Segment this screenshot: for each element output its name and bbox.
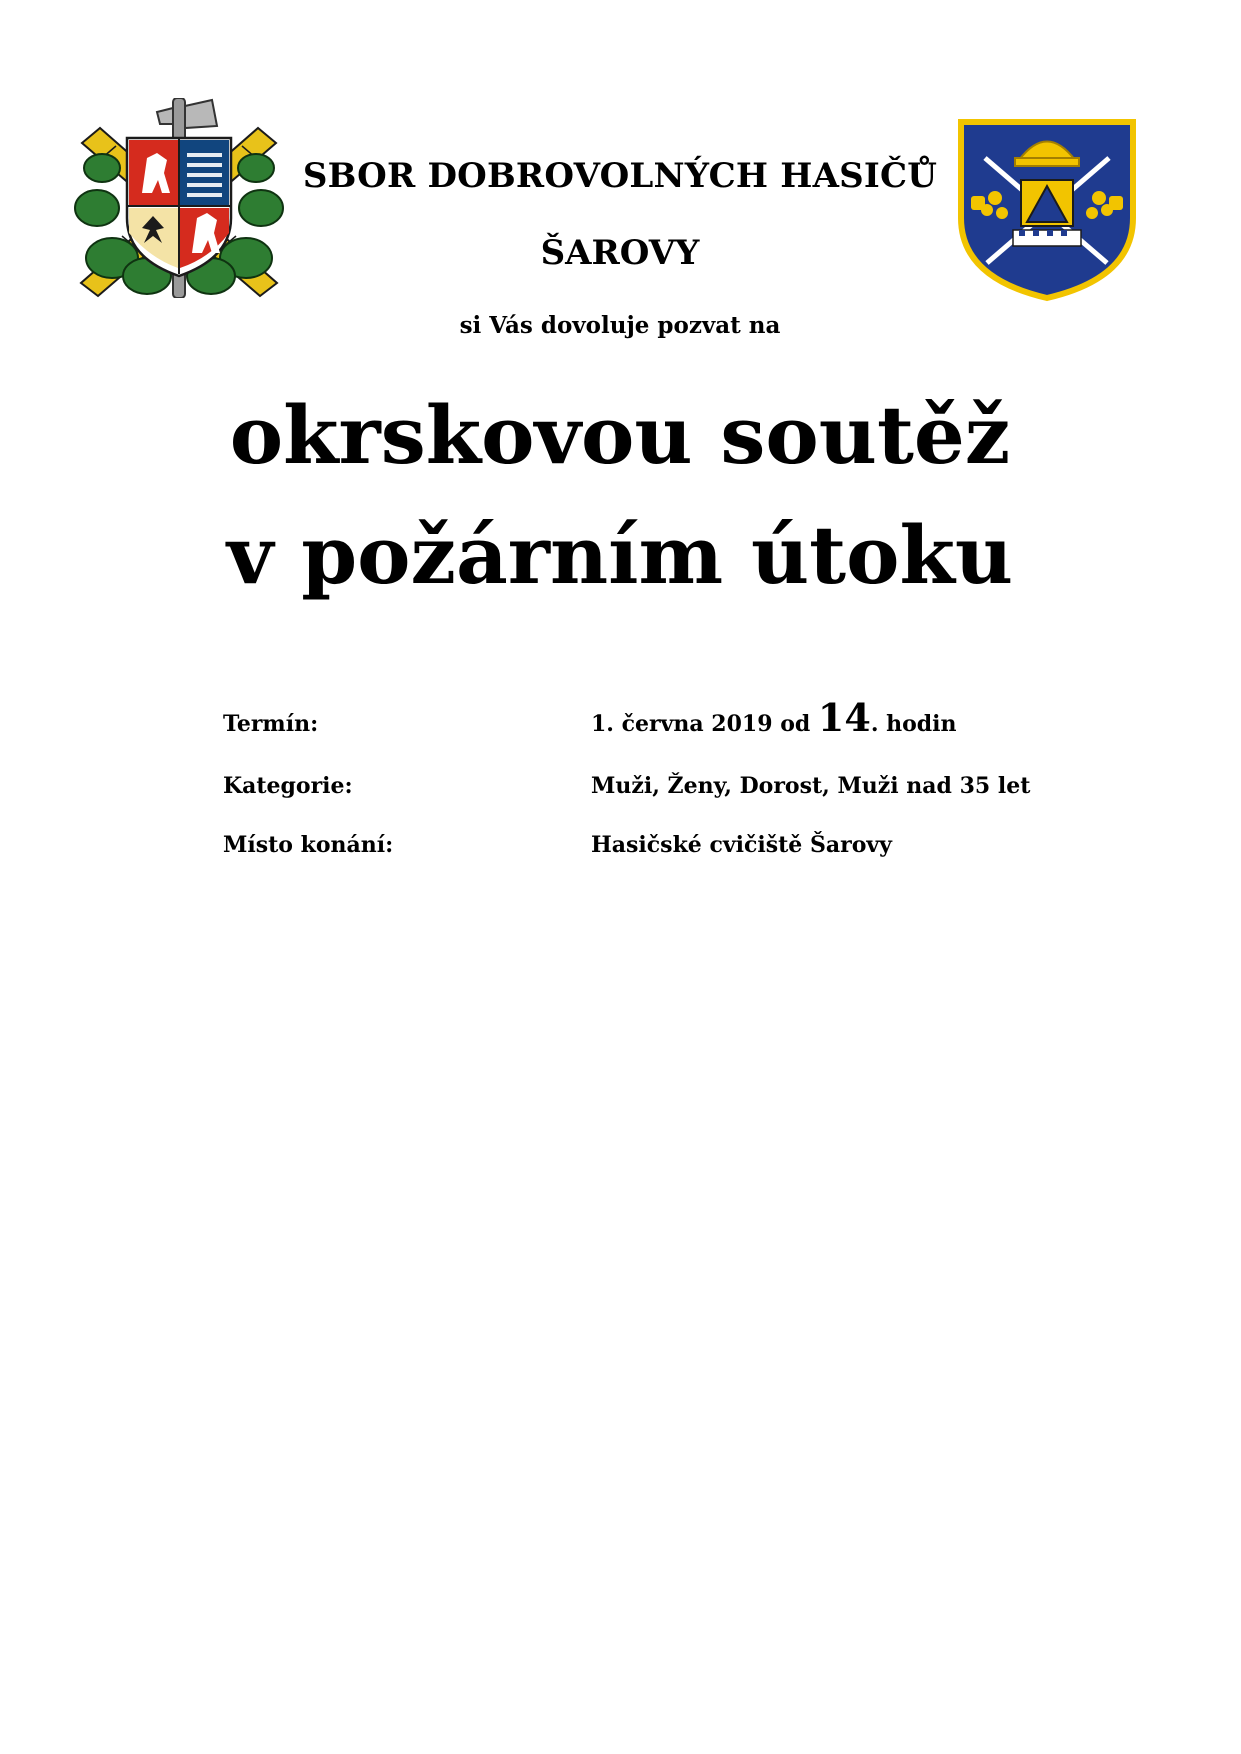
term-value bbox=[591, 695, 957, 740]
organization-name: SBOR DOBROVOLNÝCH HASIČŮ bbox=[302, 156, 938, 196]
category-label: Kategorie: bbox=[223, 773, 353, 799]
detail-row-term bbox=[223, 695, 1043, 745]
fire-brigade-emblem-icon bbox=[72, 98, 286, 298]
place-label: Místo konání: bbox=[223, 832, 394, 858]
invitation-text: si Vás dovoluje pozvat na bbox=[459, 312, 781, 339]
category-value: Muži, Ženy, Dorost, Muži nad 35 let bbox=[591, 773, 1031, 799]
term-suffix: . hodin bbox=[870, 711, 957, 737]
term-label: Termín: bbox=[223, 711, 319, 737]
place-value: Hasičské cvičiště Šarovy bbox=[591, 832, 892, 858]
headline-line-1: okrskovou soutěž bbox=[229, 388, 1011, 482]
term-hour: 14 bbox=[817, 695, 871, 740]
term-date: 1. června 2019 od bbox=[591, 711, 818, 737]
detail-row-category bbox=[223, 767, 1043, 807]
organization-village: ŠAROVY bbox=[540, 233, 700, 273]
sarovy-coat-of-arms-icon bbox=[957, 118, 1137, 302]
headline-line-2: v požárním útoku bbox=[226, 508, 1014, 602]
detail-row-place bbox=[223, 826, 1043, 866]
